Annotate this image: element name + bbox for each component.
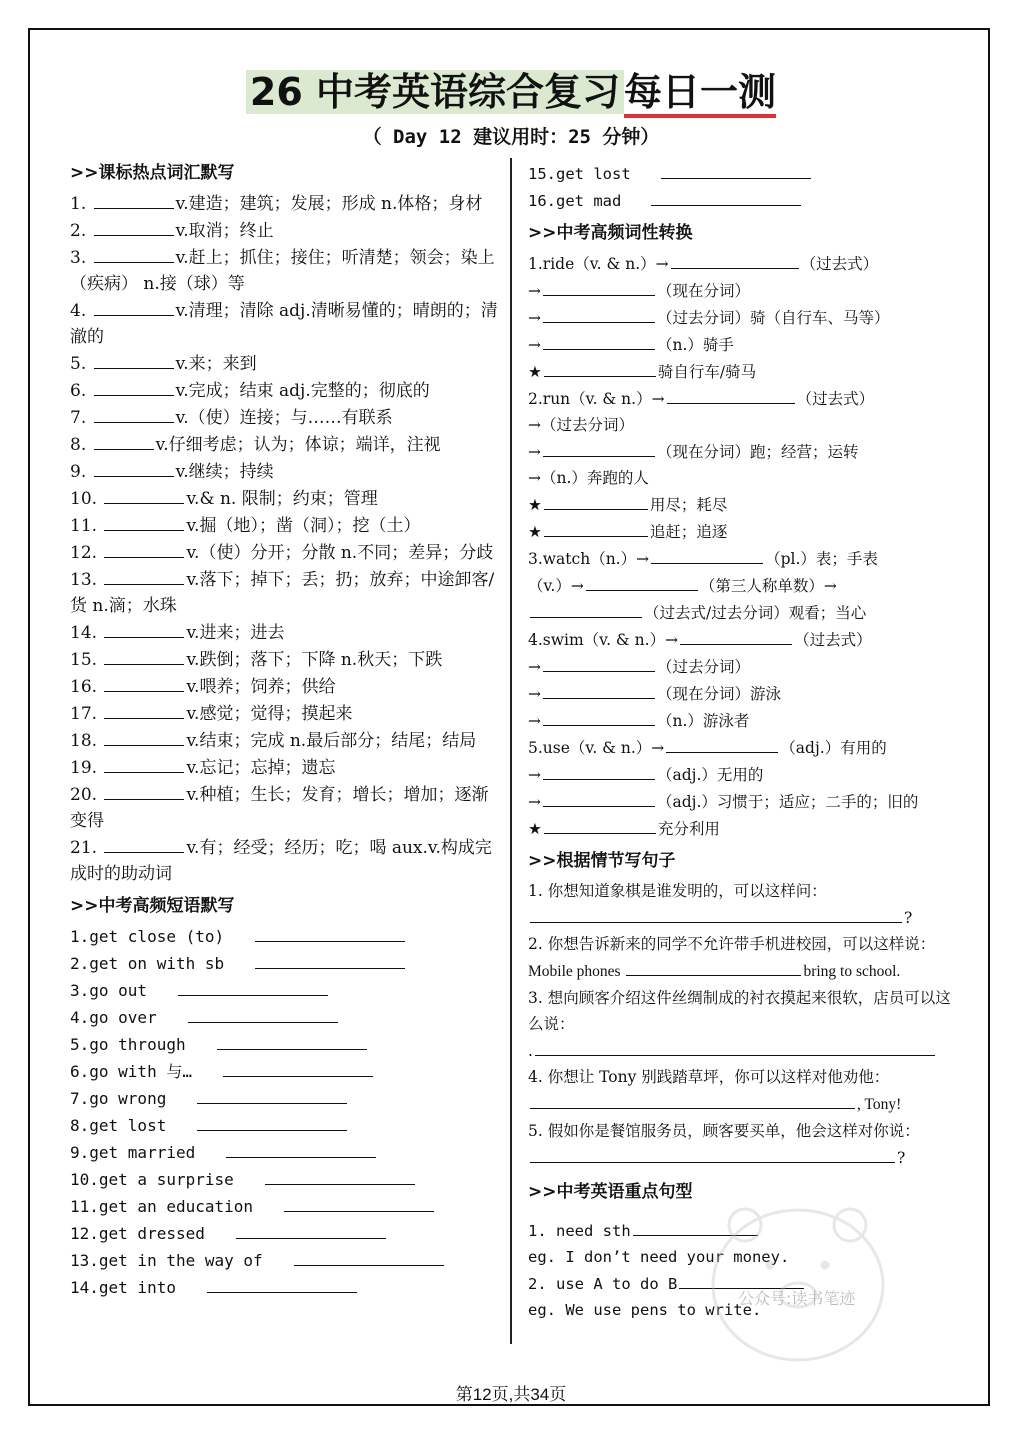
phrase-text: 6.go with 与…: [70, 1062, 192, 1081]
vocab-item: [70, 619, 502, 646]
answer-blank[interactable]: [626, 957, 801, 976]
answer-blank[interactable]: [543, 438, 655, 457]
answer-blank[interactable]: [94, 431, 154, 450]
vocab-definition: v.取消；终止: [175, 221, 274, 241]
phrase-item: [70, 1031, 502, 1058]
right-column: [528, 160, 958, 1323]
answer-blank[interactable]: [104, 834, 184, 853]
answer-blank[interactable]: [94, 458, 174, 477]
answer-blank[interactable]: [671, 250, 799, 269]
answer-blank[interactable]: [104, 566, 184, 585]
vocab-definition: v.种植；生长；发育；增长；增加；逐渐变得: [70, 785, 489, 831]
wordform-line: → （现在分词）跑；经营；运转: [528, 438, 958, 465]
answer-blank[interactable]: [197, 1112, 347, 1131]
answer-blank[interactable]: [544, 358, 656, 377]
vocab-item: [70, 727, 502, 754]
pattern-line: 1. need sth: [528, 1217, 958, 1244]
item-number: 9.: [70, 462, 87, 482]
item-number: 15.: [70, 650, 98, 670]
answer-blank[interactable]: [94, 217, 174, 236]
phrase-list: [70, 923, 502, 1301]
column-divider: [510, 158, 512, 1344]
phrase-text: 1.get close (to): [70, 927, 225, 946]
example-line: eg. I don’t need your money.: [528, 1248, 790, 1266]
section-wordform-heading: >>中考高频词性转换: [528, 223, 693, 243]
item-number: 14.: [70, 623, 98, 643]
answer-blank[interactable]: [543, 680, 655, 699]
item-number: 10.: [70, 489, 98, 509]
vocab-item: [70, 190, 502, 217]
answer-blank[interactable]: [544, 491, 648, 510]
wordform-line: 3.watch（n.）→ （pl.）表；手表: [528, 545, 958, 572]
vocab-item: [70, 404, 502, 431]
phrase-item: [70, 1085, 502, 1112]
answer-blank[interactable]: [530, 1144, 895, 1163]
item-number: 2.: [70, 221, 87, 241]
wordform-line: ★ 充分利用: [528, 815, 958, 842]
sentence-prompt: 5. 假如你是餐馆服务员，顾客要买单，他会这样对你说：: [528, 1122, 920, 1140]
section-phrase-heading: >>中考高频短语默写: [70, 896, 235, 916]
vocab-item: [70, 377, 502, 404]
wordform-line: ★ 追赶；追逐: [528, 518, 958, 545]
page-title: [0, 68, 1022, 116]
wordform-line: ★ 骑自行车/骑马: [528, 358, 958, 385]
wordform-line: →（n.）奔跑的人: [528, 469, 649, 487]
sentence-line: , Tony!: [528, 1090, 958, 1118]
answer-blank[interactable]: [104, 673, 184, 692]
vocab-item: [70, 244, 502, 297]
vocab-definition: v.来；来到: [175, 354, 257, 374]
item-number: 6.: [70, 381, 87, 401]
vocab-definition: v.完成；结束 adj.完整的；彻底的: [175, 381, 430, 401]
title-main: 26 中考英语综合复习: [246, 70, 624, 114]
answer-blank[interactable]: [667, 385, 795, 404]
vocab-definition: v.赶上；抓住；接住；听清楚；领会；染上（疾病） n.接（球）等: [70, 248, 495, 294]
left-column: [70, 160, 502, 1301]
item-number: 1.: [70, 194, 87, 214]
answer-blank[interactable]: [651, 187, 801, 206]
phrase-text: 14.get into: [70, 1278, 176, 1297]
phrase-text: 10.get a surprise: [70, 1170, 234, 1189]
vocab-definition: v.（使）连接；与……有联系: [175, 408, 393, 428]
answer-blank[interactable]: [530, 1090, 855, 1109]
sentence-prompt: 3. 想向顾客介绍这件丝绸制成的衬衣摸起来很软，店员可以这么说：: [528, 989, 951, 1033]
example-line: eg. We use pens to write.: [528, 1301, 762, 1319]
pattern-line: 2. use A to do B: [528, 1270, 958, 1297]
vocab-item: [70, 217, 502, 244]
wordform-line: （过去式/过去分词）观看；当心: [528, 599, 958, 626]
vocab-definition: v.结束；完成 n.最后部分；结尾；结局: [186, 731, 477, 751]
vocab-definition: v.忘记；忘掉；遗忘: [186, 758, 336, 778]
wordform-line: ★ 用尽；耗尽: [528, 491, 958, 518]
item-number: 5.: [70, 354, 87, 374]
answer-blank[interactable]: [544, 815, 656, 834]
item-number: 13.: [70, 570, 98, 590]
bear-watermark-icon: [700, 1195, 910, 1375]
vocab-list: [70, 190, 502, 887]
phrase-item: [70, 1112, 502, 1139]
phrase-item: [70, 923, 502, 950]
wordform-line: 2.run（v. & n.）→ （过去式）: [528, 385, 958, 412]
answer-blank[interactable]: [178, 977, 328, 996]
phrase-item: [70, 1220, 502, 1247]
phrase-item: [70, 1139, 502, 1166]
phrase-item: 16.get mad: [528, 187, 958, 214]
vocab-item: [70, 646, 502, 673]
vocab-item: [70, 754, 502, 781]
answer-blank[interactable]: [104, 539, 184, 558]
vocab-item: [70, 700, 502, 727]
phrase-item: [70, 1058, 502, 1085]
answer-blank[interactable]: [94, 190, 174, 209]
vocab-item: [70, 485, 502, 512]
sentence-prompt: 4. 你想让 Tony 别践踏草坪，你可以这样对他劝他：: [528, 1068, 890, 1086]
vocab-item: [70, 539, 502, 566]
phrase-item: [70, 1274, 502, 1301]
wordform-line: 1.ride（v. & n.）→ （过去式）: [528, 250, 958, 277]
vocab-definition: v.喂养；饲养；供给: [186, 677, 336, 697]
answer-blank[interactable]: [294, 1247, 444, 1266]
vocab-item: [70, 350, 502, 377]
wordform-line: →（过去分词）: [528, 416, 634, 434]
page-footer: 第12页,共34页: [455, 1385, 567, 1404]
answer-blank[interactable]: [543, 304, 655, 323]
answer-blank[interactable]: [94, 377, 174, 396]
phrase-item: [70, 1166, 502, 1193]
answer-blank[interactable]: [535, 1037, 935, 1056]
phrase-text: 4.go over: [70, 1008, 157, 1027]
answer-blank[interactable]: [544, 518, 648, 537]
sentence-prompt: 1. 你想知道象棋是谁发明的，可以这样问：: [528, 882, 827, 900]
item-number: 12.: [70, 543, 98, 563]
sentence-line: Mobile phones bring to school.: [528, 957, 958, 985]
section-vocab-heading: >>课标热点词汇默写: [70, 163, 235, 183]
vocab-item: [70, 781, 502, 834]
vocab-definition: v.继续；持续: [175, 462, 274, 482]
section-sentence-heading: >>根据情节写句子: [528, 851, 676, 871]
answer-blank[interactable]: [543, 277, 655, 296]
page-subtitle: （ Day 12 建议用时：25 分钟）: [362, 126, 660, 148]
item-number: 21.: [70, 838, 98, 858]
answer-blank[interactable]: [530, 904, 902, 923]
answer-blank[interactable]: [265, 1166, 415, 1185]
answer-blank[interactable]: [223, 1058, 373, 1077]
vocab-definition: v.落下；掉下；丢；扔；放弃；中途卸客/货 n.滴；水珠: [70, 570, 495, 616]
answer-blank[interactable]: [666, 734, 778, 753]
phrase-text: 11.get an education: [70, 1197, 254, 1216]
item-number: 4.: [70, 301, 87, 321]
answer-blank[interactable]: [94, 350, 174, 369]
sentence-prompt: 2. 你想告诉新来的同学不允许带手机进校园，可以这样说：: [528, 935, 936, 953]
sentence-line: ?: [528, 904, 958, 931]
item-number: 7.: [70, 408, 87, 428]
phrase-item: [70, 1193, 502, 1220]
wordform-line: （v.）→ （第三人称单数）→: [528, 572, 958, 599]
answer-blank[interactable]: [530, 599, 642, 618]
answer-blank[interactable]: [680, 626, 792, 645]
vocab-definition: v.仔细考虑；认为；体谅；端详，注视: [155, 435, 441, 455]
item-number: 19.: [70, 758, 98, 778]
wordform-line: → （adj.）无用的: [528, 761, 958, 788]
answer-blank[interactable]: [104, 700, 184, 719]
answer-blank[interactable]: [586, 572, 698, 591]
vocab-item: [70, 673, 502, 700]
answer-blank[interactable]: [255, 950, 405, 969]
vocab-definition: v.建造；建筑；发展；形成 n.体格；身材: [175, 194, 483, 214]
title-highlight: 每日一测: [624, 70, 776, 118]
phrase-item: [70, 977, 502, 1004]
answer-blank[interactable]: [104, 512, 184, 531]
vocab-item: [70, 458, 502, 485]
phrase-item: [70, 1247, 502, 1274]
answer-blank[interactable]: [226, 1139, 376, 1158]
phrase-text: 9.get married: [70, 1143, 196, 1162]
phrase-text: 3.go out: [70, 981, 148, 1000]
item-number: 11.: [70, 516, 98, 536]
answer-blank[interactable]: [207, 1274, 357, 1293]
item-number: 3.: [70, 248, 87, 268]
vocab-item: [70, 566, 502, 619]
answer-blank[interactable]: [188, 1004, 338, 1023]
answer-blank[interactable]: [543, 653, 655, 672]
item-number: 18.: [70, 731, 98, 751]
answer-blank[interactable]: [104, 485, 184, 504]
vocab-definition: v.有；经受；经历；吃；喝 aux.v.构成完成时的助动词: [70, 838, 492, 884]
answer-blank[interactable]: [104, 646, 184, 665]
answer-blank[interactable]: [543, 788, 655, 807]
wordform-line: → （n.）游泳者: [528, 707, 958, 734]
wordform-line: → （现在分词）游泳: [528, 680, 958, 707]
watermark-text: 公众号:读书笔迹: [738, 1289, 856, 1308]
vocab-definition: v.进来；进去: [186, 623, 285, 643]
vocab-item: [70, 431, 502, 458]
phrase-text: 2.get on with sb: [70, 954, 225, 973]
wordform-line: → （过去分词）: [528, 653, 958, 680]
answer-blank[interactable]: [661, 160, 811, 179]
wordform-line: 4.swim（v. & n.）→ （过去式）: [528, 626, 958, 653]
answer-blank[interactable]: [284, 1193, 434, 1212]
wordform-line: 5.use（v. & n.）→ （adj.）有用的: [528, 734, 958, 761]
answer-blank[interactable]: [94, 244, 174, 263]
answer-blank[interactable]: [543, 331, 655, 350]
answer-blank[interactable]: [94, 404, 174, 423]
answer-blank[interactable]: [94, 297, 174, 316]
phrase-item: 15.get lost: [528, 160, 958, 187]
item-number: 20.: [70, 785, 98, 805]
sentence-line: ?: [528, 1144, 958, 1171]
phrase-text: 8.get lost: [70, 1116, 167, 1135]
item-number: 8.: [70, 435, 87, 455]
vocab-definition: v.跌倒；落下；下降 n.秋天；下跌: [186, 650, 443, 670]
answer-blank[interactable]: [217, 1031, 367, 1050]
phrase-item: [70, 1004, 502, 1031]
answer-blank[interactable]: [197, 1085, 347, 1104]
vocab-definition: v.掘（地）；凿（洞）；挖（土）: [186, 516, 421, 536]
vocab-definition: v.（使）分开；分散 n.不同；差异；分歧: [186, 543, 494, 563]
sentence-line: .: [528, 1037, 958, 1064]
wordform-line: → （adj.）习惯于；适应；二手的；旧的: [528, 788, 958, 815]
section-pattern-heading: >>中考英语重点句型: [528, 1182, 693, 1202]
vocab-definition: v.清理；清除 adj.清晰易懂的；晴朗的；清澈的: [70, 301, 498, 347]
answer-blank[interactable]: [543, 707, 655, 726]
answer-blank[interactable]: [104, 727, 184, 746]
wordform-line: → （n.）骑手: [528, 331, 958, 358]
vocab-item: [70, 512, 502, 539]
phrase-text: 5.go through: [70, 1035, 186, 1054]
wordform-line: → （现在分词）: [528, 277, 958, 304]
item-number: 17.: [70, 704, 98, 724]
answer-blank[interactable]: [236, 1220, 386, 1239]
phrase-text: 7.go wrong: [70, 1089, 167, 1108]
vocab-definition: v.感觉；觉得；摸起来: [186, 704, 353, 724]
answer-blank[interactable]: [104, 619, 184, 638]
answer-blank[interactable]: [651, 545, 763, 564]
answer-blank[interactable]: [255, 923, 405, 942]
phrase-item: [70, 950, 502, 977]
wordform-line: → （过去分词）骑（自行车、马等）: [528, 304, 958, 331]
answer-blank[interactable]: [104, 781, 184, 800]
answer-blank[interactable]: [543, 761, 655, 780]
vocab-definition: v.& n. 限制；约束；管理: [186, 489, 378, 509]
vocab-item: [70, 297, 502, 350]
phrase-text: 13.get in the way of: [70, 1251, 263, 1270]
answer-blank[interactable]: [104, 754, 184, 773]
phrase-text: 12.get dressed: [70, 1224, 205, 1243]
vocab-item: [70, 834, 502, 887]
item-number: 16.: [70, 677, 98, 697]
